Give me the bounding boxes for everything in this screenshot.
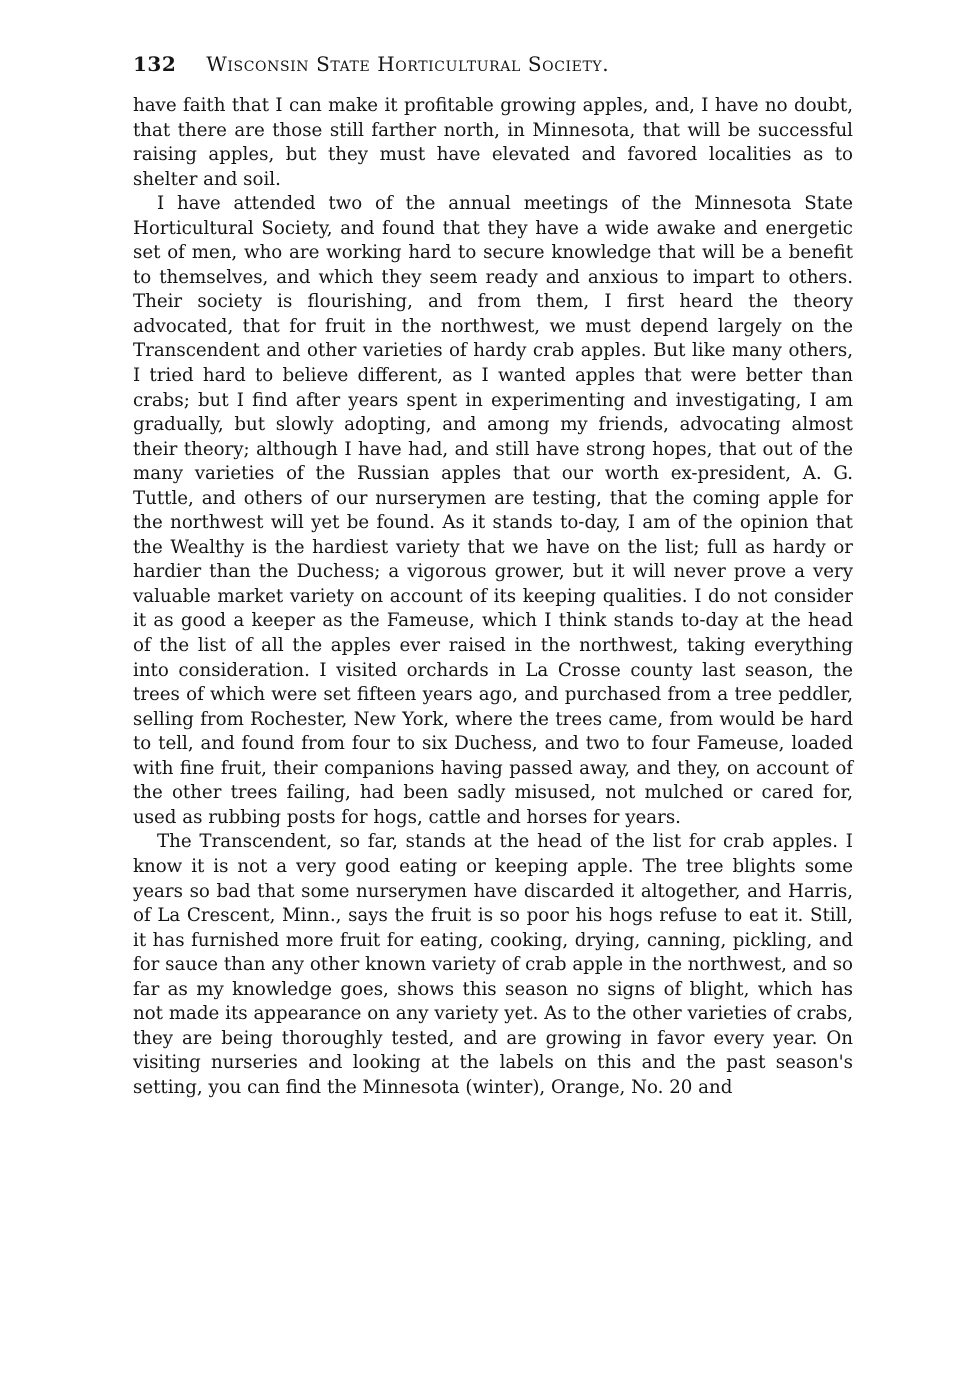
running-head-title: Wisconsin State Horticultural Society. [206,52,610,76]
paragraph-continuation: have faith that I can make it profitable growing apples, and, I have no doubt, that there are those still farther north, in Minnesota, that will be successful raising apples, but they must have elevated and favored localities as to shelter and soil. [133,95,853,190]
running-head [133,52,853,76]
paragraph-minnesota-society: I have attended two of the annual meetings of the Minnesota State Horticultural Society, and found that they have a wide awake and energetic set of men, who are working hard to secure knowledge that will be a benefit to themselves, and which they seem ready and anxious to impart to others. Their society is flourishing, and from them, I first heard the theory advocated, that for fruit in the northwest, we must depend largely on the Transcendent and other varieties of hardy crab apples. But like many others, I tried hard to believe different, as I wanted apples that were better than crabs; but I find after years spent in experimenting and investigating, I am gradually, but slowly adopting, and among my friends, advocating almost their theory; although I have had, and still have strong hopes, that out of the many varieties of the Russian apples that our worth ex-president, A. G. Tuttle, and others of our nurserymen are testing, that the coming apple for the northwest will yet be found. As it stands to-day, I am of the opinion that the Wealthy is the hardiest variety that we have on the list; full as hardy or hardier than the Duchess; a vigorous grower, but it will never prove a very valuable market variety on account of its keeping qualities. I do not consider it as good a keeper as the Fameuse, which I think stands to-day at the head of the list of all the apples ever raised in the northwest, taking everything into consideration. I visited orchards in La Crosse county last season, the trees of which were set fifteen years ago, and purchased from a tree peddler, selling from Rochester, New York, where the trees came, from would be hard to tell, and found from four to six Duchess, and two to four Fameuse, loaded with fine fruit, their companions having passed away, and they, on account of the other trees failing, had been sadly misused, not mulched or cared for, used as rubbing posts for hogs, cattle and horses for years. [133,193,853,828]
book-page [133,52,853,1100]
body-text [133,94,853,1100]
paragraph-transcendent: The Transcendent, so far, stands at the head of the list for crab apples. I know it is not a very good eating or keeping apple. The tree blights some years so bad that some nurserymen have discarded it altogether, and Harris, of La Crescent, Minn., says the fruit is so poor his hogs refuse to eat it. Still, it has furnished more fruit for eating, cooking, drying, canning, pickling, and for sauce than any other known variety of crab apple in the northwest, and so far as my knowledge goes, shows this season no signs of blight, which has not made its appearance on any variety yet. As to the other varieties of crabs, they are being thoroughly tested, and are growing in favor every year. On visiting nurseries and looking at the labels on this and the past season's setting, you can find the Minnesota (winter), Orange, No. 20 and [133,831,853,1098]
page-number: 132 [133,52,177,76]
